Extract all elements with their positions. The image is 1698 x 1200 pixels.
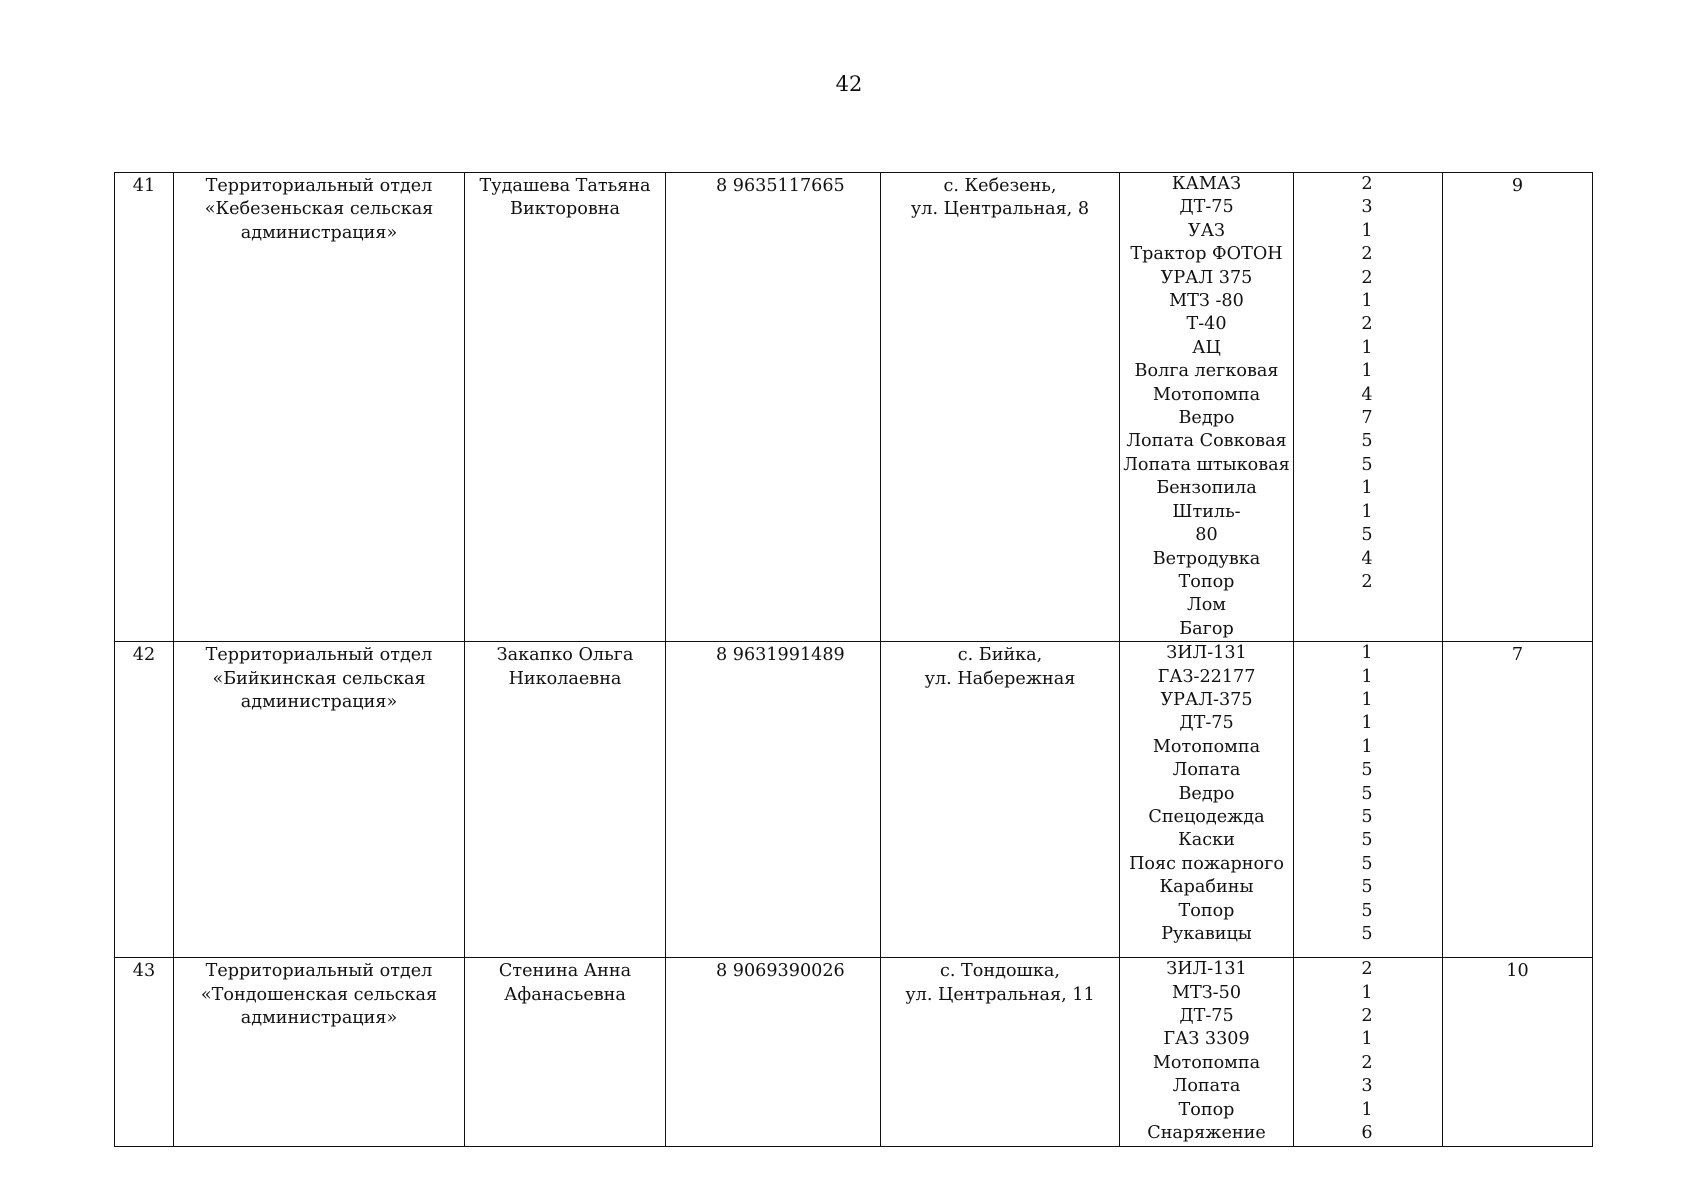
equipment-item: ДТ-75	[1179, 197, 1234, 218]
equipment-item: ЗИЛ-131	[1166, 643, 1247, 664]
department-name: Территориальный отдел «Тондошенская сельская администрация»	[200, 961, 438, 1028]
contact-person-cell	[465, 642, 666, 958]
equipment-item: Мотопомпа	[1152, 384, 1261, 405]
total-count: 7	[1511, 645, 1524, 666]
equipment-item: Ведро	[1178, 408, 1235, 429]
equipment-item: УРАЛ-375	[1160, 689, 1253, 710]
equipment-item: Пояс пожарного	[1129, 853, 1284, 874]
equipment-item: Топор	[1178, 1099, 1235, 1120]
address-cell	[881, 173, 1120, 642]
table-row	[115, 642, 1593, 958]
quantity-item: 2	[1361, 244, 1373, 265]
address: с. Кебезень, ул. Центральная, 8	[910, 176, 1090, 220]
quantity-item: 2	[1361, 1052, 1373, 1073]
equipment-item: Волга легковая	[1134, 361, 1279, 382]
equipment-item: ГАЗ-22177	[1157, 666, 1256, 687]
quantity-item: 1	[1361, 291, 1373, 312]
quantity-item: 5	[1361, 806, 1373, 827]
address-cell	[881, 958, 1120, 1147]
equipment-item: МТЗ -80	[1169, 291, 1244, 312]
equipment-list	[1120, 958, 1294, 1147]
equipment-item: Лопата Совковая	[1126, 431, 1287, 452]
department-name-cell	[174, 173, 465, 642]
quantity-item: 2	[1361, 571, 1373, 592]
equipment-item: Снаряжение	[1147, 1122, 1266, 1143]
contact-person: Стенина Анна Афанасьевна	[498, 961, 632, 1005]
total-count-cell	[1443, 958, 1593, 1147]
equipment-item: Лопата штыковая	[1123, 454, 1290, 475]
row-number-cell	[115, 958, 174, 1147]
phone-number-cell	[666, 642, 881, 958]
equipment-item: МТЗ-50	[1171, 982, 1242, 1003]
address-cell	[881, 642, 1120, 958]
equipment-item: ДТ-75	[1179, 713, 1234, 734]
row-number: 41	[132, 176, 156, 196]
equipment-item: ЗИЛ-131	[1166, 959, 1247, 980]
quantity-item: 2	[1361, 174, 1373, 194]
quantity-item: 1	[1361, 713, 1373, 734]
quantity-item: 1	[1361, 689, 1373, 710]
quantity-list	[1294, 173, 1443, 642]
contact-person: Тудашева Татьяна Викторовна	[479, 176, 651, 220]
equipment-item: АЦ	[1192, 337, 1221, 358]
quantity-item: 5	[1361, 431, 1373, 452]
equipment-item: КАМАЗ	[1171, 174, 1242, 194]
address: с. Бийка, ул. Набережная	[924, 645, 1076, 689]
quantity-item: 5	[1361, 830, 1373, 851]
quantity-list	[1294, 958, 1443, 1147]
equipment-item: Рукавицы	[1161, 924, 1252, 944]
quantity-item: 5	[1361, 900, 1373, 921]
equipment-item: Лопата	[1172, 760, 1241, 781]
quantity-item: 1	[1361, 1029, 1373, 1050]
quantity-item: 1	[1361, 982, 1373, 1003]
equipment-item: Ведро	[1178, 783, 1235, 804]
equipment-item: УРАЛ 375	[1160, 267, 1253, 288]
equipment-item: Ветродувка	[1152, 548, 1261, 569]
equipment-item: ГАЗ 3309	[1163, 1029, 1250, 1050]
quantity-item: 5	[1361, 454, 1373, 475]
equipment-item: Карабины	[1159, 877, 1254, 898]
equipment-list	[1120, 642, 1294, 958]
equipment-item: Бензопила Штиль- 80	[1156, 478, 1257, 546]
phone-number-cell	[666, 958, 881, 1147]
quantity-item: 3	[1361, 197, 1373, 218]
row-number: 42	[132, 645, 156, 666]
contact-person-cell	[465, 958, 666, 1147]
quantity-item: 5	[1361, 924, 1373, 944]
department-name-cell	[174, 958, 465, 1147]
quantity-item: 5	[1361, 783, 1373, 804]
quantity-list	[1294, 642, 1443, 958]
row-number: 43	[132, 961, 156, 982]
quantity-item: 2	[1361, 959, 1373, 980]
quantity-item: 1	[1361, 220, 1373, 241]
quantity-item: 4	[1361, 548, 1373, 569]
quantity-item: 1	[1361, 666, 1373, 687]
quantity-item: 5	[1361, 525, 1373, 546]
total-count-cell	[1443, 642, 1593, 958]
quantity-item: 6	[1361, 1122, 1373, 1143]
equipment-item: Спецодежда	[1148, 806, 1265, 827]
phone-number: 8 9635117665	[716, 176, 845, 196]
quantity-item: 1	[1361, 501, 1373, 522]
quantity-item: 5	[1361, 760, 1373, 781]
quantity-item: 1	[1361, 478, 1373, 499]
equipment-item: Лопата	[1172, 1076, 1241, 1097]
quantity-item: 5	[1361, 877, 1373, 898]
quantity-item: 4	[1361, 384, 1373, 405]
department-name-cell	[174, 642, 465, 958]
address: с. Тондошка, ул. Центральная, 11	[905, 961, 1095, 1005]
row-number-cell	[115, 642, 174, 958]
equipment-item: Мотопомпа	[1152, 1052, 1261, 1073]
equipment-item: Мотопомпа	[1152, 736, 1261, 757]
contact-person-cell	[465, 173, 666, 642]
total-count: 10	[1506, 961, 1529, 982]
table-row	[115, 173, 1593, 642]
quantity-item: 5	[1361, 853, 1373, 874]
equipment-list	[1120, 173, 1294, 642]
equipment-item: Топор	[1178, 900, 1235, 921]
department-name: Территориальный отдел «Бийкинская сельская администрация»	[205, 645, 433, 712]
contact-person: Закапко Ольга Николаевна	[496, 645, 634, 689]
quantity-item: 7	[1361, 408, 1373, 429]
equipment-item: Топор	[1178, 571, 1235, 592]
equipment-item: УАЗ	[1187, 220, 1225, 241]
phone-number-cell	[666, 173, 881, 642]
quantity-item: 2	[1361, 1005, 1373, 1026]
quantity-item: 2	[1361, 314, 1373, 335]
equipment-item: ДТ-75	[1179, 1005, 1234, 1026]
department-name: Территориальный отдел «Кебезеньская сельская администрация»	[204, 176, 434, 243]
equipment-table	[114, 172, 1593, 1147]
quantity-item: 1	[1361, 736, 1373, 757]
equipment-item: Т-40	[1186, 314, 1227, 335]
phone-number: 8 9631991489	[716, 645, 845, 666]
phone-number: 8 9069390026	[716, 961, 845, 982]
quantity-item: 3	[1361, 1076, 1373, 1097]
equipment-item: Каски	[1178, 830, 1235, 851]
equipment-item: Трактор ФОТОН	[1130, 244, 1283, 265]
row-number-cell	[115, 173, 174, 642]
quantity-item: 1	[1361, 1099, 1373, 1120]
total-count-cell	[1443, 173, 1593, 642]
quantity-item: 1	[1361, 361, 1373, 382]
total-count: 9	[1511, 176, 1524, 196]
quantity-item: 2	[1361, 267, 1373, 288]
table-row	[115, 958, 1593, 1147]
quantity-item: 1	[1361, 643, 1373, 664]
page-number: 42	[835, 72, 863, 96]
quantity-item: 1	[1361, 337, 1373, 358]
equipment-item: Лом	[1187, 595, 1226, 616]
equipment-item: Багор	[1179, 618, 1234, 639]
